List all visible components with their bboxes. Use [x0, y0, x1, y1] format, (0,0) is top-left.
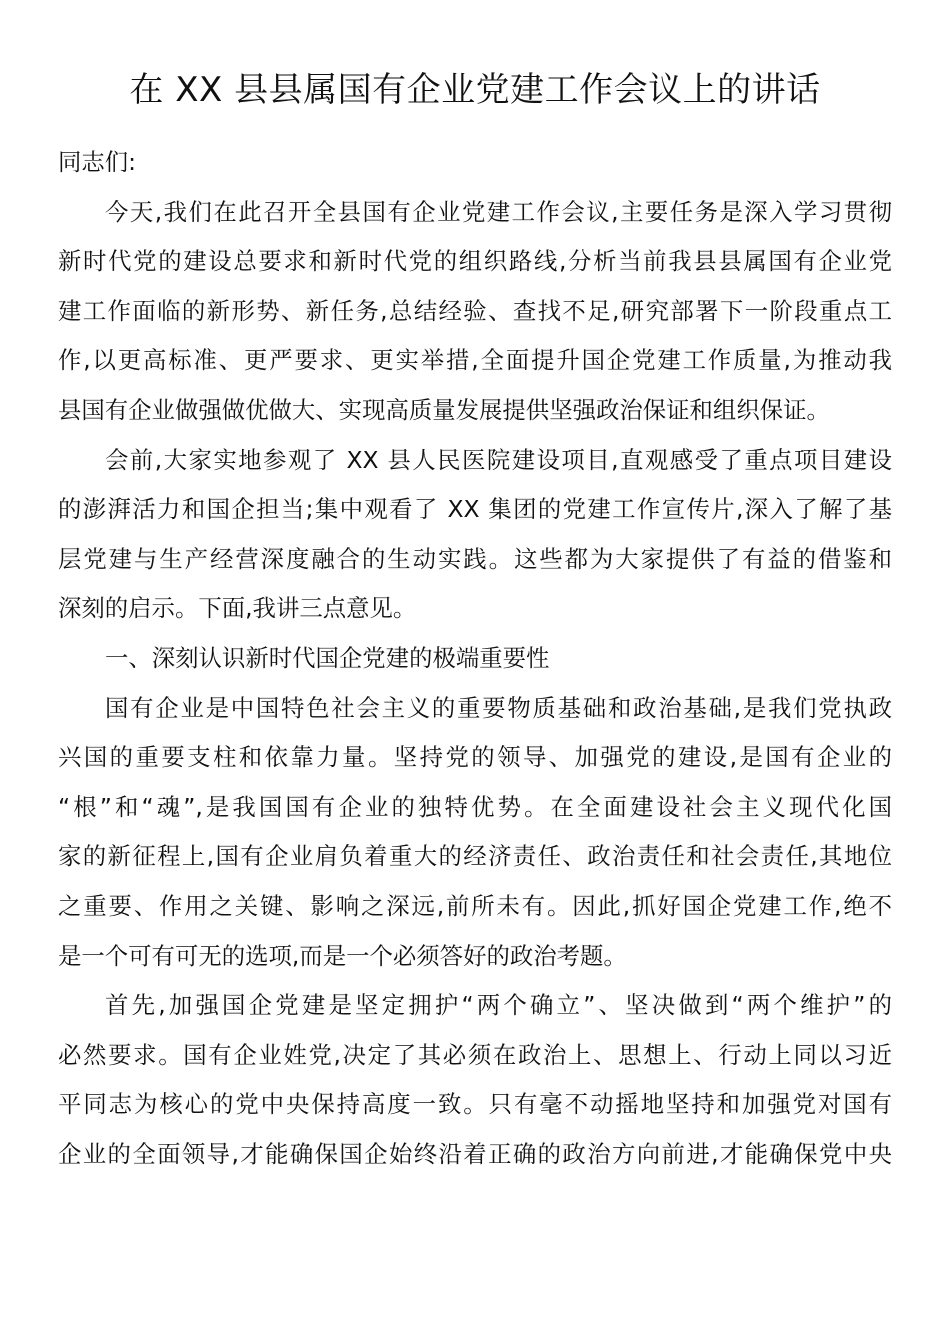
document-title: 在 XX 县县属国有企业党建工作会议上的讲话 — [129, 70, 821, 110]
text-line: “根”和“魂”,是我国国有企业的独特优势。在全面建设社会主义现代化国 — [58, 792, 892, 821]
text-line: 企业的全面领导,才能确保国企始终沿着正确的政治方向前进,才能确保党中央 — [58, 1139, 892, 1168]
text-line: 国有企业是中国特色社会主义的重要物质基础和政治基础,是我们党执政 — [105, 693, 892, 722]
text-line: 会前,大家实地参观了 XX 县人民医院建设项目,直观感受了重点项目建设 — [105, 445, 892, 474]
text-line: 新时代党的建设总要求和新时代党的组织路线,分析当前我县县属国有企业党 — [58, 247, 892, 276]
text-line: 今天,我们在此召开全县国有企业党建工作会议,主要任务是深入学习贯彻 — [105, 197, 892, 226]
text-line: 一、深刻认识新时代国企党建的极端重要性 — [105, 643, 550, 672]
text-line: 的澎湃活力和国企担当;集中观看了 XX 集团的党建工作宣传片,深入了解了基 — [58, 495, 892, 524]
text-line: 同志们: — [58, 148, 137, 176]
text-line: 家的新征程上,国有企业肩负着重大的经济责任、政治责任和社会责任,其地位 — [58, 842, 892, 871]
text-line: 兴国的重要支柱和依靠力量。坚持党的领导、加强党的建设,是国有企业的 — [58, 743, 892, 772]
text-line: 县国有企业做强做优做大、实现高质量发展提供坚强政治保证和组织保证。 — [58, 395, 830, 424]
document-body — [58, 138, 892, 1179]
text-line: 是一个可有可无的选项,而是一个必须答好的政治考题。 — [58, 941, 627, 970]
text-line: 作,以更高标准、更严要求、更实举措,全面提升国企党建工作质量,为推动我 — [58, 346, 892, 375]
text-line: 必然要求。国有企业姓党,决定了其必须在政治上、思想上、行动上同以习近 — [58, 1040, 892, 1069]
text-line: 平同志为核心的党中央保持高度一致。只有毫不动摇地坚持和加强党对国有 — [58, 1090, 892, 1119]
text-line: 深刻的启示。下面,我讲三点意见。 — [58, 594, 417, 623]
text-line: 首先,加强国企党建是坚定拥护“两个确立”、坚决做到“两个维护”的 — [105, 991, 892, 1020]
text-line: 之重要、作用之关键、影响之深远,前所未有。因此,抓好国企党建工作,绝不 — [58, 891, 892, 920]
text-line: 层党建与生产经营深度融合的生动实践。这些都为大家提供了有益的借鉴和 — [58, 544, 892, 573]
text-line: 建工作面临的新形势、新任务,总结经验、查找不足,研究部署下一阶段重点工 — [58, 296, 892, 325]
